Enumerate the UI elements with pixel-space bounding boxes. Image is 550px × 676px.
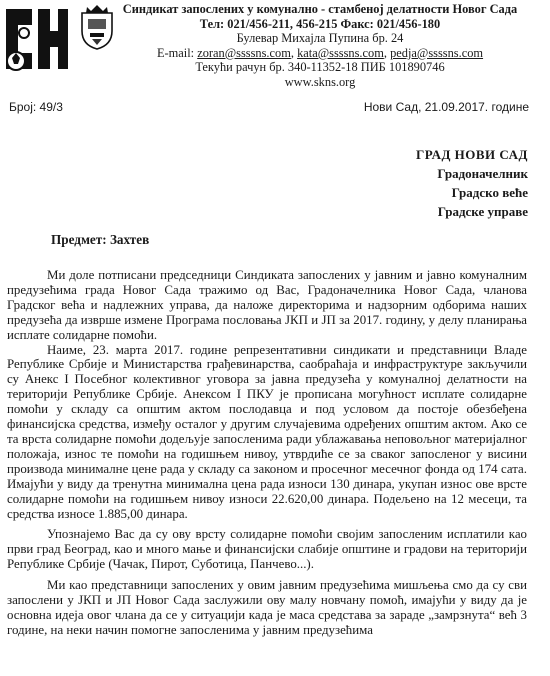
email-link-1[interactable]: zoran@ssssns.com bbox=[197, 45, 291, 60]
email-line: E-mail: zoran@ssssns.com, kata@ssssns.com, pedja@ssssns.com bbox=[156, 45, 484, 60]
paragraph: Ми доле потписани председници Синдиката запослених у јавним и јавно комуналним предузећима града Новог Сада тражимо од Вас, Градоначелника Новог Сада, чланова Градског већа и надлежних управа, да наложе директорима и надзорним одборима наших предузећа да изврше измене Програма пословања ЈКП и ЈП за 2017. годину, у делу планирања исплате солидарне помоћи. bbox=[7, 268, 527, 342]
date-line: Нови Сад, 21.09.2017. године bbox=[363, 100, 529, 114]
subject-line: Предмет: Захтев bbox=[51, 232, 150, 247]
recipient-line: Градске управе bbox=[437, 204, 528, 219]
phone-fax: Тел: 021/456-211, 456-215 Факс: 021/456-180 bbox=[199, 16, 441, 31]
recipient-line: Градоначелник bbox=[437, 166, 528, 181]
reference-number: Број: 49/3 bbox=[9, 100, 63, 114]
email-link-3[interactable]: pedja@ssssns.com bbox=[390, 45, 484, 60]
paragraph: Ми као представници запослених у овим јавним предузећима мишљења смо да су сви запослени у ЈКП и ЈП Новог Сада заслужили ову малу новчану помоћ, имајући у виду да је основна идеја овог члана да се у ситуацији када је маса средстава за зараде „замрзнута“ већ 3 године, на неки начин помогне запосленима у јавним предузећима bbox=[7, 578, 527, 637]
address: Булевар Михајла Пупина бр. 24 bbox=[236, 31, 404, 46]
union-logo-icon bbox=[2, 3, 70, 75]
paragraph: Упознајемо Вас да су ову врсту солидарне помоћи својим запосленим исплатили као први град Београд, као и много мање и финансијски слабије општине и градови на територији Републике Србије (Чачак, Пирот, Суботица, Панчево...). bbox=[7, 527, 527, 572]
email-link-2[interactable]: kata@ssssns.com bbox=[297, 45, 384, 60]
email-label: E-mail: bbox=[156, 45, 198, 60]
letterhead bbox=[110, 2, 530, 90]
paragraph: Наиме, 23. марта 2017. године репрезентативни синдикати и представници Владе Републике Србије и Министарства грађевинарства, саобраћаја и инфраструктуре закључили су Анекс I Посебног колективног уговора за јавна предузећа у комуналној делатности на територији Републике Србије. Анексом I ПКУ је прописана могућност исплате солидарне помоћи у складу са општим актом послодавца и под условом да постоје обезбеђена финансијска средства, између осталог у другим случајевима одређених општим актом. Ако се та врста солидарне помоћи додељује запосленима ради ублажавања неповољног материјалног положаја, износ те помоћи на годишњем нивоу, утврдиће се за сваког запосленог у висини производа минималне цене рада у складу са законом и просечног месечног фонда од 174 сата. Имајући у виду да тренутна минимална цена рада износи 130 динара, укупан износ ове врсте солидарне помоћи на годишњем нивоу износи 22.620,00 динара. Подељено на 12 месеци, та средства износе 1.885,00 динара. bbox=[7, 342, 527, 521]
bank-account: Текући рачун бр. 340-11352-18 ПИБ 101890746 bbox=[195, 60, 445, 75]
recipient-line: ГРАД НОВИ САД bbox=[416, 147, 528, 162]
organization-name: Синдикат запослених у комунално - стамбеној делатности Новог Сада bbox=[122, 2, 518, 16]
letter-body bbox=[7, 268, 527, 638]
website-link[interactable]: www.skns.org bbox=[284, 74, 356, 89]
recipient-block bbox=[416, 145, 528, 221]
recipient-line: Градско веће bbox=[451, 185, 528, 200]
